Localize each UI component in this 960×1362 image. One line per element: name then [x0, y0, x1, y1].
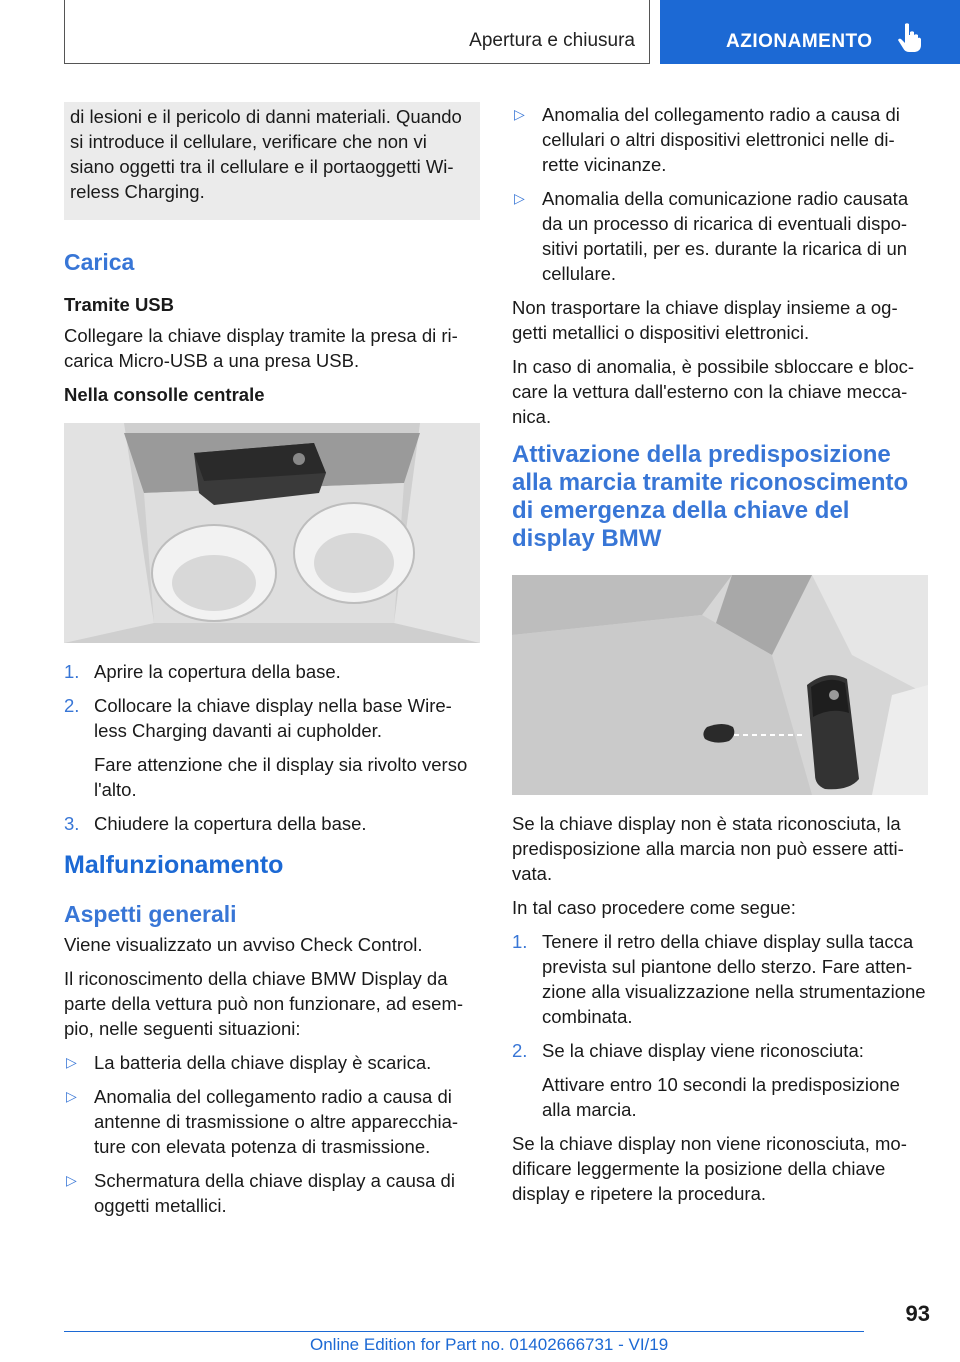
step-text: Se la chiave display viene riconosciuta:	[542, 1040, 864, 1061]
right-text-4: In tal caso procedere come segue:	[512, 897, 796, 918]
activation-heading: Attivazione della predisposizione alla marcia tramite riconoscimento di emergenza della chiave del display BMW	[512, 441, 909, 552]
section-title: Apertura e chiusura	[469, 30, 635, 51]
right-text-5: Se la chiave display non viene riconosciuta, mo-dificare leggermente la posizione della chiave display e ripetere la procedura.	[512, 1133, 907, 1204]
bullet-text: Anomalia del collegamento radio a causa di antenne di trasmissione o altre apparecchia-ture con elevata potenza di trasmissione.	[94, 1086, 459, 1157]
malfunction-bullets	[64, 1050, 480, 1218]
right-column	[512, 102, 928, 1215]
step-number: 3.	[64, 813, 80, 834]
step-text: Aprire la copertura della base.	[94, 661, 341, 682]
chapter-tab[interactable]	[660, 0, 960, 64]
warning-box	[64, 102, 480, 220]
chapter-tab-label: AZIONAMENTO	[726, 31, 873, 52]
right-text-1: Non trasportare la chiave display insieme a og-getti metallici o dispositivi elettronici.	[512, 297, 898, 343]
footer-divider	[64, 1331, 864, 1332]
list-item	[64, 1084, 480, 1159]
warning-text: di lesioni e il pericolo di danni materiali. Quando si introduce il cellulare, verificare che non vi siano oggetti tra il cellulare e il portaoggetti Wi-reless Charging.	[70, 106, 462, 202]
console-heading: Nella consolle centrale	[64, 384, 265, 405]
steering-column-illustration	[512, 575, 928, 795]
step-number: 1.	[512, 931, 528, 952]
malfunction-heading: Malfunzionamento	[64, 851, 284, 879]
header-section-box	[64, 0, 650, 64]
page-number: 93	[905, 1301, 930, 1326]
list-item	[64, 1168, 480, 1218]
bullet-text: Anomalia del collegamento radio a causa di cellulari o altri dispositivi elettronici nelle di-rette vicinanze.	[542, 104, 900, 175]
usb-text: Collegare la chiave display tramite la presa di ri-carica Micro-USB a una presa USB.	[64, 325, 458, 371]
step-subtext: Fare attenzione che il display sia rivolto verso l'alto.	[94, 754, 468, 800]
hand-pointer-icon	[896, 22, 922, 52]
step-text: Tenere il retro della chiave display sulla tacca prevista sul piantone dello sterzo. Fare atten-zione alla visualizzazione nella strumentazione combinata.	[542, 931, 926, 1027]
bullet-text: Schermatura della chiave display a causa di oggetti metallici.	[94, 1170, 455, 1216]
list-item	[64, 693, 480, 802]
step-text: Collocare la chiave display nella base Wire-less Charging davanti ai cupholder.	[94, 695, 452, 741]
triangle-bullet-icon: ▷	[514, 106, 525, 122]
list-item	[512, 102, 928, 177]
usb-heading: Tramite USB	[64, 294, 175, 315]
right-text-2: In caso di anomalia, è possibile sbloccare e bloc-care la vettura dall'esterno con la chiave mecca-nica.	[512, 356, 915, 427]
console-illustration	[64, 423, 480, 643]
list-item	[512, 1038, 928, 1122]
general-heading: Aspetti generali	[64, 901, 237, 927]
malfunction-bullets-cont	[512, 102, 928, 286]
console-image	[64, 423, 480, 643]
triangle-bullet-icon: ▷	[514, 190, 525, 206]
list-item	[512, 186, 928, 286]
triangle-bullet-icon: ▷	[66, 1054, 77, 1070]
step-text: Chiudere la copertura della base.	[94, 813, 367, 834]
left-column	[64, 102, 480, 1227]
general-text-1: Viene visualizzato un avviso Check Control.	[64, 934, 423, 955]
bullet-text: La batteria della chiave display è scarica.	[94, 1052, 432, 1073]
footer-edition: Online Edition for Part no. 01402666731 - VI/19	[310, 1335, 669, 1354]
step-number: 1.	[64, 661, 80, 682]
triangle-bullet-icon: ▷	[66, 1088, 77, 1104]
list-item	[64, 811, 480, 836]
charging-steps	[64, 659, 480, 836]
bullet-text: Anomalia della comunicazione radio causata da un processo di ricarica di eventuali dispo-sitivi portatili, per es. durante la ricarica di un cellulare.	[542, 188, 909, 284]
general-text-2: Il riconoscimento della chiave BMW Display da parte della vettura può non funzionare, ad esem-pio, nelle seguenti situazioni:	[64, 968, 464, 1039]
triangle-bullet-icon: ▷	[66, 1172, 77, 1188]
list-item	[512, 929, 928, 1029]
list-item	[64, 659, 480, 684]
step-number: 2.	[512, 1040, 528, 1061]
right-text-3: Se la chiave display non è stata riconosciuta, la predisposizione alla marcia non può essere atti-vata.	[512, 813, 904, 884]
step-subtext: Attivare entro 10 secondi la predisposizione alla marcia.	[542, 1074, 900, 1120]
emergency-steps	[512, 929, 928, 1122]
steering-column-image	[512, 575, 928, 795]
list-item	[64, 1050, 480, 1075]
step-number: 2.	[64, 695, 80, 716]
carica-heading: Carica	[64, 249, 135, 275]
